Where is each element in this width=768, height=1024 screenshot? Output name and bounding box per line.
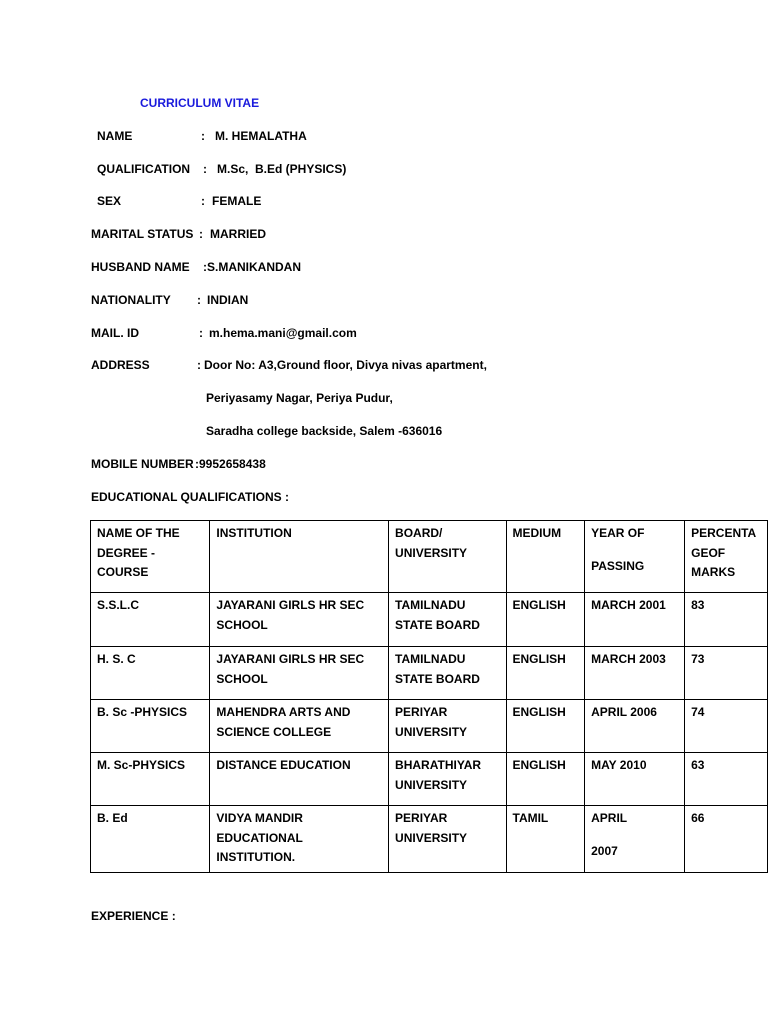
cell-text: SCHOOL — [216, 671, 268, 686]
cell-medium — [506, 647, 585, 700]
header-text: PERCENTA — [691, 526, 757, 540]
cell-text: ENGLISH — [512, 758, 566, 772]
cell-text: ENGLISH — [512, 705, 566, 719]
cell-text: MARCH 2003 — [591, 652, 666, 666]
table-row — [91, 753, 768, 806]
cell-degree — [91, 700, 210, 753]
cell-year — [585, 647, 685, 700]
cell-text: JAYARANI GIRLS HR SEC — [216, 598, 365, 612]
cell-text: ENGLISH — [512, 652, 566, 666]
cell-text: APRIL 2006 — [591, 705, 657, 719]
cell-degree — [91, 593, 210, 647]
cell-degree — [91, 753, 210, 806]
field-sep-husband-name: : — [203, 260, 207, 274]
cell-text: MAHENDRA ARTS AND — [216, 705, 351, 719]
field-sep-sex: : — [201, 194, 205, 208]
header-text: UNIVERSITY — [395, 545, 468, 560]
cell-text: 73 — [691, 652, 705, 666]
cell-text: H. S. C — [97, 652, 136, 666]
cell-institution — [210, 806, 389, 873]
document-title: CURRICULUM VITAE — [140, 96, 260, 110]
header-institution — [210, 521, 389, 593]
experience-heading: EXPERIENCE : — [91, 909, 176, 923]
header-percentage — [685, 521, 768, 593]
cell-percentage — [685, 806, 768, 873]
cell-percentage — [685, 647, 768, 700]
header-text: YEAR OF — [591, 526, 645, 540]
header-text: NAME OF THE — [97, 526, 180, 540]
field-value-name: M. HEMALATHA — [215, 129, 307, 143]
header-text: GEOF — [691, 545, 726, 560]
cell-percentage — [685, 700, 768, 753]
cell-text: VIDYA MANDIR — [216, 811, 303, 825]
cell-text: DISTANCE EDUCATION — [216, 758, 351, 772]
header-medium — [506, 521, 585, 593]
cell-text: TAMILNADU — [395, 652, 466, 666]
header-text: MEDIUM — [512, 526, 562, 540]
field-label-sex: SEX — [97, 194, 122, 208]
cell-board — [389, 700, 506, 753]
cell-text: 66 — [691, 811, 705, 825]
field-label-marital-status: MARITAL STATUS — [91, 227, 194, 241]
cell-text: ENGLISH — [512, 598, 566, 612]
cell-institution — [210, 700, 389, 753]
cell-year — [585, 753, 685, 806]
field-label-mail-id: MAIL. ID — [91, 326, 139, 340]
cell-text: S.S.L.C — [97, 598, 140, 612]
header-text: MARKS — [691, 565, 736, 579]
cell-text: PERIYAR — [395, 811, 448, 825]
cell-text: M. Sc-PHYSICS — [97, 758, 186, 772]
field-sep-address: : — [197, 358, 201, 372]
cell-text: PERIYAR — [395, 705, 448, 719]
cell-text: 63 — [691, 758, 705, 772]
cell-text: 2007 — [591, 843, 618, 858]
header-text: DEGREE -COURSE — [97, 545, 156, 579]
cell-text: B. Ed — [97, 811, 128, 825]
field-label-nationality: NATIONALITY — [91, 293, 171, 307]
field-sep-nationality: : — [197, 293, 201, 307]
field-value-marital-status: MARRIED — [210, 227, 266, 241]
field-value-mobile: 9952658438 — [199, 457, 266, 471]
header-degree — [91, 521, 210, 593]
cell-degree — [91, 806, 210, 873]
cell-text: EDUCATIONAL INSTITUTION. — [216, 830, 303, 864]
cell-year — [585, 700, 685, 753]
cell-text: BHARATHIYAR — [395, 758, 482, 772]
field-label-name: NAME — [97, 129, 133, 143]
cell-year — [585, 593, 685, 647]
field-label-husband-name: HUSBAND NAME — [91, 260, 190, 274]
cell-board — [389, 753, 506, 806]
field-value-address: Door No: A3,Ground floor, Divya nivas apartment, — [204, 358, 487, 372]
table-row — [91, 647, 768, 700]
field-sep-name: : — [201, 129, 205, 143]
cell-text: UNIVERSITY — [395, 830, 468, 845]
cell-degree — [91, 647, 210, 700]
field-label-qualification: QUALIFICATION — [97, 162, 191, 176]
cell-text: 74 — [691, 705, 705, 719]
field-value-husband-name: S.MANIKANDAN — [207, 260, 301, 274]
cell-text: MARCH 2001 — [591, 598, 666, 612]
cell-text: UNIVERSITY — [395, 777, 468, 792]
cell-board — [389, 647, 506, 700]
table-row — [91, 700, 768, 753]
cell-text: TAMIL — [512, 811, 549, 825]
field-sep-qualification: : — [203, 162, 207, 176]
cell-percentage — [685, 753, 768, 806]
cell-medium — [506, 753, 585, 806]
table-header-row — [91, 521, 768, 593]
field-sep-marital-status: : — [199, 227, 203, 241]
cell-medium — [506, 593, 585, 647]
education-heading: EDUCATIONAL QUALIFICATIONS : — [91, 490, 289, 504]
field-label-mobile: MOBILE NUMBER — [91, 457, 194, 471]
header-text: BOARD/ — [395, 526, 443, 540]
cell-percentage — [685, 593, 768, 647]
field-value-nationality: INDIAN — [207, 293, 249, 307]
header-text: INSTITUTION — [216, 526, 292, 540]
cell-year — [585, 806, 685, 873]
field-value-qualification: M.Sc, B.Ed (PHYSICS) — [217, 162, 347, 176]
cell-text: SCHOOL — [216, 617, 268, 632]
cell-text: B. Sc -PHYSICS — [97, 705, 188, 719]
field-sep-mobile: : — [195, 457, 199, 471]
cell-institution — [210, 647, 389, 700]
cell-text: TAMILNADU — [395, 598, 466, 612]
cell-text: APRIL — [591, 811, 628, 825]
field-value-sex: FEMALE — [212, 194, 262, 208]
cell-medium — [506, 700, 585, 753]
header-text: PASSING — [591, 558, 645, 573]
cell-text: JAYARANI GIRLS HR SEC — [216, 652, 365, 666]
field-label-address: ADDRESS — [91, 358, 150, 372]
education-table — [90, 520, 768, 873]
cell-medium — [506, 806, 585, 873]
address-line-3: Saradha college backside, Salem -636016 — [206, 424, 443, 438]
cell-text: MAY 2010 — [591, 758, 647, 772]
cell-board — [389, 806, 506, 873]
cell-text: STATE BOARD — [395, 671, 480, 686]
header-board — [389, 521, 506, 593]
cell-institution — [210, 753, 389, 806]
header-year — [585, 521, 685, 593]
address-line-2: Periyasamy Nagar, Periya Pudur, — [206, 391, 393, 405]
cell-board — [389, 593, 506, 647]
cell-text: 83 — [691, 598, 705, 612]
table-row — [91, 593, 768, 647]
field-sep-mail-id: : — [199, 326, 203, 340]
cell-institution — [210, 593, 389, 647]
field-value-mail-id: m.hema.mani@gmail.com — [209, 326, 357, 340]
cell-text: STATE BOARD — [395, 617, 480, 632]
cell-text: SCIENCE COLLEGE — [216, 724, 332, 739]
cell-text: UNIVERSITY — [395, 724, 468, 739]
table-row — [91, 806, 768, 873]
